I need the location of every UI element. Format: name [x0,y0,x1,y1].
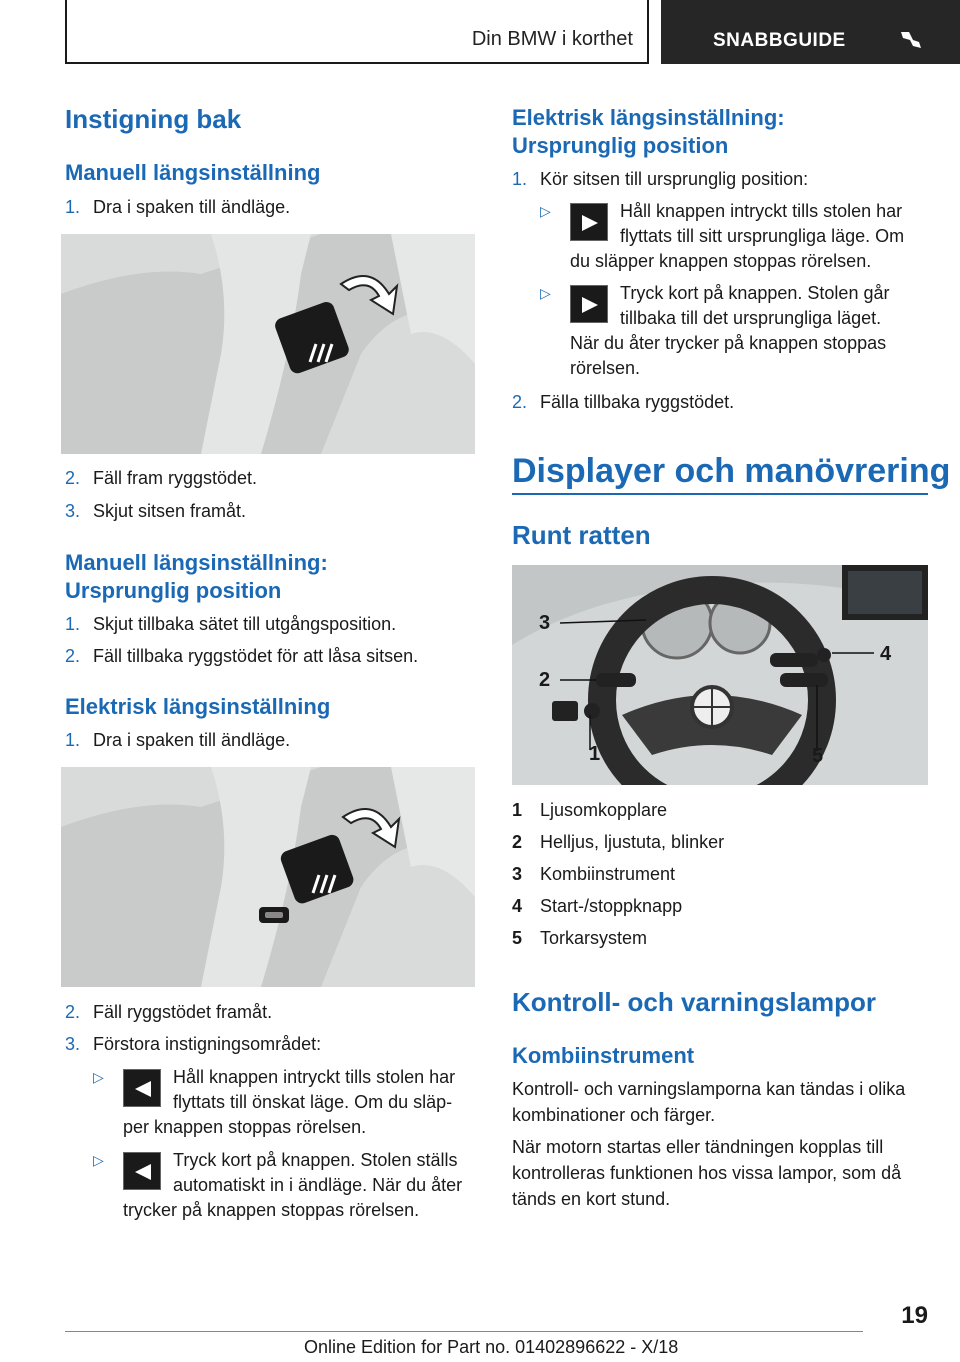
footer-rule [65,1331,863,1332]
footer-edition: Online Edition for Part no. 01402896622 - X/18 [304,1337,679,1357]
callout-3: 3 [539,612,551,634]
heading-runt-ratten: Runt ratten [512,520,651,550]
triangle-bullet-icon: ▷ [540,285,551,301]
header-guide-label: SNABBGUIDE [713,30,846,51]
seat-back-button-icon [123,1152,161,1190]
triangle-bullet-icon: ▷ [93,1152,104,1168]
triangle-bullet-icon: ▷ [540,203,551,219]
callout-5: 5 [812,745,824,767]
seat-back-button-icon [123,1069,161,1107]
callout-1: 1 [589,743,601,765]
steering-wheel-image [512,565,928,785]
seat-forward-button-icon [570,203,608,241]
heading-manual-original-1: Manuell längsinställning: [65,550,328,575]
heading-lamps: Kontroll- och varningslampor [512,987,877,1017]
triangle-bullet-icon: ▷ [93,1069,104,1085]
header-guide-box [661,0,960,64]
heading-manual: Manuell längsinställning [65,160,321,185]
header-section-box [65,0,649,64]
seat-electric-image [61,767,475,987]
heading-electric-original-1: Elektrisk längsinställning: [512,105,785,130]
heading-electric: Elektrisk längsinställning [65,694,331,719]
seat-forward-button-icon [570,285,608,323]
heading-electric-original-2: Ursprunglig position [512,133,729,158]
heading-instigning-bak: Instigning bak [65,104,242,134]
callout-2: 2 [539,669,551,691]
paragraph: Kontroll- och varningslamporna kan tändas i olika kombinationer och färger. [512,1079,906,1125]
page-number: 19 [901,1302,928,1329]
heading-displayer: Displayer och manövrering [512,452,951,490]
callout-4: 4 [880,643,892,665]
header-section-title: Din BMW i korthet [471,28,633,50]
heading-manual-original-2: Ursprunglig position [65,578,282,603]
seat-lever-image [61,234,475,454]
paragraph: När motorn startas eller tändningen kopplas till kontrolleras funktionen hos vissa lampor, som då tänds en kort stund. [512,1137,902,1209]
lightning-icon [899,28,923,50]
heading-kombi: Kombiinstrument [512,1043,695,1068]
heading-underline [512,493,928,495]
